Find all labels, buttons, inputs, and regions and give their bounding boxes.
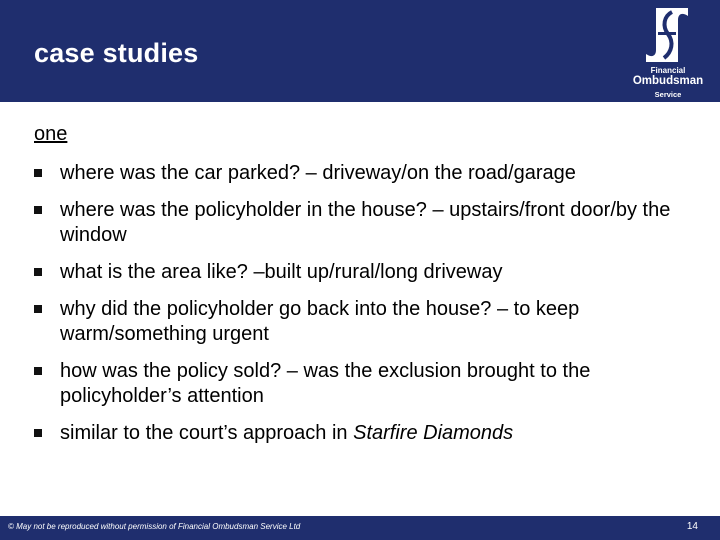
subheading: one [34, 123, 68, 145]
logo-text-financial: Financial [650, 66, 686, 75]
slide-title: case studies [34, 38, 199, 68]
bullet-text: why did the policyholder go back into the house? – to keep warm/something urgent [60, 298, 580, 345]
footer-bar [0, 516, 720, 540]
bullet-text: similar to the court’s approach in [60, 422, 354, 444]
bullet-item [34, 421, 704, 446]
bullet-item [34, 359, 704, 409]
square-bullet-icon [34, 268, 42, 276]
bullet-list [34, 161, 704, 458]
case-name: Starfire Diamonds [353, 422, 514, 444]
copyright-note: © May not be reproduced without permission of Financial Ombudsman Service Ltd [8, 522, 301, 531]
header-bar [0, 0, 720, 102]
square-bullet-icon [34, 367, 42, 375]
square-bullet-icon [34, 429, 42, 437]
bullet-text: how was the policy sold? – was the exclusion brought to the policyholder’s attention [60, 360, 591, 407]
logo-text-ombudsman: Ombudsman [632, 75, 704, 87]
bullet-item [34, 297, 704, 347]
square-bullet-icon [34, 305, 42, 313]
bullet-text: what is the area like? –built up/rural/long driveway [60, 261, 503, 283]
bullet-item [34, 260, 704, 285]
square-bullet-icon [34, 206, 42, 214]
page-number: 14 [686, 521, 698, 532]
fos-logo [620, 6, 716, 98]
square-bullet-icon [34, 169, 42, 177]
bullet-item [34, 198, 704, 248]
bullet-item [34, 161, 704, 186]
logo-text-service: Service [654, 90, 682, 99]
fos-logo-icon [644, 6, 692, 64]
bullet-text: where was the policyholder in the house? – upstairs/front door/by the window [60, 199, 671, 246]
bullet-text: where was the car parked? – driveway/on the road/garage [60, 162, 576, 184]
